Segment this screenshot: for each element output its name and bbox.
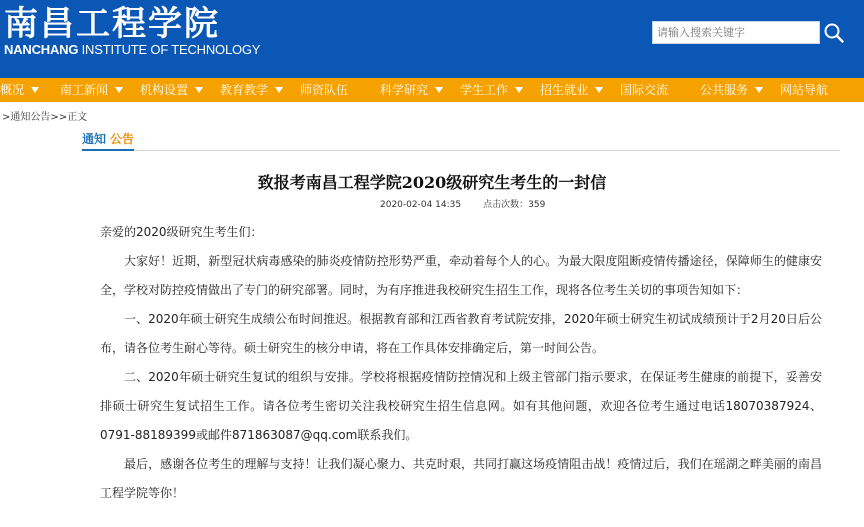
article-paragraph: 二、2020年硕士研究生复试的组织与安排。学校将根据疫情防控情况和上级主管部门指示要求，在保证考生健康的前提下，妥善安排硕士研究生复试招生工作。请各位考生密切关注我校研究生招生信息网。如有其他问题，欢迎各位考生通过电话18070387924、0791-88189399或邮件871863087@qq.com联系我们。 (100, 370, 822, 442)
nav-item-students[interactable] (460, 78, 523, 102)
main-nav (0, 78, 864, 102)
nav-label: 网站导航 (780, 83, 829, 97)
nav-item-admissions[interactable] (540, 78, 603, 102)
article-views-count: 359 (528, 200, 546, 210)
article-body (100, 218, 822, 508)
section-divider (82, 150, 840, 151)
article-views-label: 点击次数： (483, 200, 529, 210)
nav-item-education[interactable] (220, 78, 283, 102)
article-datetime: 2020-02-04 14:35 (380, 200, 462, 210)
article-greeting: 亲爱的2020级研究生考生们： (100, 225, 263, 239)
nav-item-news[interactable] (60, 78, 123, 102)
chevron-down-icon (275, 87, 283, 93)
nav-label: 公共服务 (700, 83, 749, 97)
nav-item-faculty[interactable] (300, 78, 348, 102)
breadcrumb-separator: > (58, 112, 68, 123)
chevron-down-icon (595, 87, 603, 93)
logo-chinese[interactable]: 南昌工程学院 (4, 4, 220, 44)
nav-item-overview[interactable] (0, 78, 39, 102)
article-title: 致报考南昌工程学院2020级研究生考生的一封信 (257, 173, 607, 192)
article-paragraph: 最后，感谢各位考生的理解与支持！让我们凝心聚力、共克时艰，共同打赢这场疫情阻击战！疫情过后，我们在瑶湖之畔美丽的南昌工程学院等你！ (100, 457, 822, 500)
chevron-down-icon (31, 87, 39, 93)
nav-label: 概况 (0, 83, 25, 97)
nav-item-research[interactable] (380, 78, 443, 102)
chevron-down-icon (435, 87, 443, 93)
nav-label: 师资队伍 (300, 83, 349, 97)
breadcrumb-link-notices[interactable]: 通知公告 (10, 112, 51, 123)
search-icon (823, 22, 845, 44)
chevron-down-icon (515, 87, 523, 93)
breadcrumb (2, 108, 87, 123)
nav-item-departments[interactable] (140, 78, 203, 102)
chevron-down-icon (115, 87, 123, 93)
logo-english[interactable] (4, 42, 260, 57)
article-paragraph: 一、2020年硕士研究生成绩公布时间推迟。根据教育部和江西省教育考试院安排，2020年硕士研究生初试成绩预计于2月20日后公布，请各位考生耐心等待。硕士研究生的核分申请，将在工作具体安排确定后，第一时间公告。 (100, 312, 822, 355)
nav-label: 教育教学 (220, 83, 269, 97)
article-paragraph: 大家好！近期，新型冠状病毒感染的肺炎疫情防控形势严重，牵动着每个人的心。为最大限度阻断疫情传播途径，保障师生的健康安全，学校对防控疫情做出了专门的研究部署。同时，为有序推进我校研究生招生工作，现将各位考生关切的事项告知如下： (100, 254, 822, 297)
article-meta (380, 197, 545, 210)
search-input[interactable] (652, 21, 820, 44)
nav-item-sitemap[interactable] (780, 78, 828, 102)
nav-item-international[interactable] (620, 78, 668, 102)
breadcrumb-separator: > (2, 112, 11, 123)
logo-english-rest: INSTITUTE OF TECHNOLOGY (78, 42, 261, 57)
section-title-part2: 公告 (110, 132, 135, 146)
nav-label: 招生就业 (540, 83, 589, 97)
nav-item-services[interactable] (700, 78, 763, 102)
nav-label: 南工新闻 (60, 83, 109, 97)
chevron-down-icon (195, 87, 203, 93)
section-divider-accent (82, 149, 134, 151)
breadcrumb-separator: > (50, 112, 59, 123)
breadcrumb-current: 正文 (67, 112, 88, 123)
chevron-down-icon (755, 87, 763, 93)
nav-label: 科学研究 (380, 83, 429, 97)
section-title (82, 130, 134, 147)
nav-label: 国际交流 (620, 83, 669, 97)
section-title-part1: 通知 (82, 132, 107, 146)
logo-english-bold: NANCHANG (4, 42, 79, 57)
search-button[interactable] (823, 22, 845, 44)
site-header (0, 0, 864, 78)
nav-label: 学生工作 (460, 83, 509, 97)
nav-label: 机构设置 (140, 83, 189, 97)
